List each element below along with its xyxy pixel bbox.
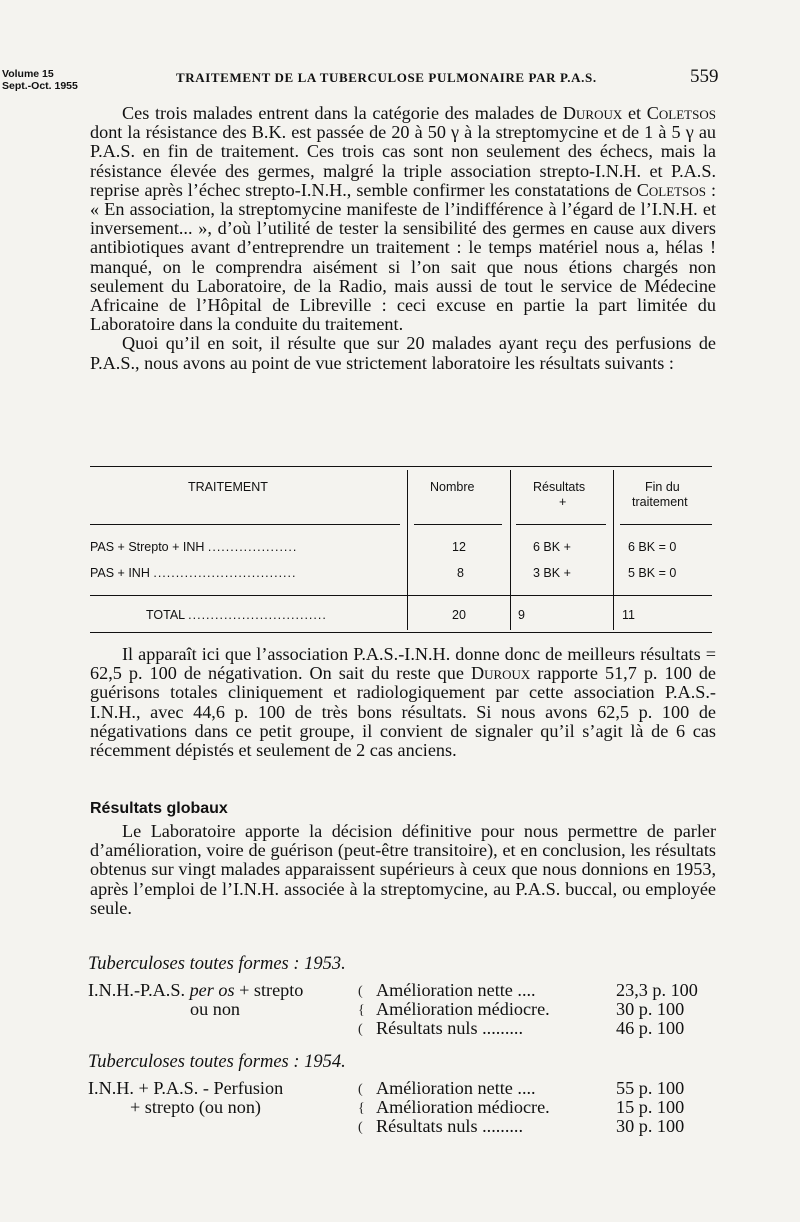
summary-1953-label-1: Amélioration nette .... <box>376 980 536 1000</box>
author-name: Duroux <box>470 663 531 684</box>
row-1-treatment: PAS + Strepto + INH .................... <box>90 540 298 554</box>
row-2-end: 5 BK = 0 <box>628 566 677 580</box>
header-treatment: TRAITEMENT <box>188 480 268 494</box>
volume-info <box>2 68 78 92</box>
summary-1953-treatment-2: ou non <box>190 999 241 1019</box>
summary-1954-label-2: Amélioration médiocre. <box>376 1097 550 1117</box>
brace-1953: ( { ( <box>358 984 365 1037</box>
summary-1953-heading: Tuberculoses toutes formes : 1953. <box>88 954 346 974</box>
summary-1954-value-2: 15 p. 100 <box>616 1097 685 1117</box>
total-label: TOTAL ............................... <box>146 608 327 622</box>
paragraph-3: Il apparaît ici que l’association P.A.S.-I.N.H. donne donc de meilleurs résultats = 62,5 p. 100 de négativation. On sait du reste que Duroux rapporte 51,7 p. 100 de guérisons totales cliniquement et radiologiquement par cette association P.A.S.-I.N.H., avec 44,6 p. 100 de très bons résultats. Si nous avons 62,5 p. 100 de négativations dans ce petit groupe, il convient de signaler qu’il s’agit là de 6 cas récemment dépistés et seulement de 2 cas anciens. <box>90 644 716 761</box>
paragraph-2: Quoi qu’il en soit, il résulte que sur 20 malades ayant reçu des perfusions de P.A.S., nous avons au point de vue strictement laboratoire les résultats suivants : <box>90 333 716 373</box>
header-results-sign: + <box>559 495 567 509</box>
row-1-results: 6 BK + <box>533 540 571 554</box>
row-1-end: 6 BK = 0 <box>628 540 677 554</box>
summary-1953-label-3: Résultats nuls ......... <box>376 1018 524 1038</box>
summary-1954-treatment: I.N.H. + P.A.S. - Perfusion <box>88 1078 284 1098</box>
paragraph-4: Le Laboratoire apporte la décision définitive pour nous permettre de parler d’amélioration, voire de guérison (peut-être transitoire), et en conclusion, les résultats obtenus sur vingt malades apparaissent supérieurs à ceux que nous donnions en 1953, après l’emploi de l’I.N.H. associée à la streptomycine, au P.A.S. buccal, ou employée seule. <box>90 821 716 918</box>
section-heading: Résultats globaux <box>90 800 228 817</box>
author-name: Coletsos <box>636 179 706 200</box>
summary-1953-treatment: I.N.H.-P.A.S. per os + strepto <box>88 980 304 1000</box>
row-2-results: 3 BK + <box>533 566 571 580</box>
total-count: 20 <box>452 608 466 622</box>
body-text-section <box>90 822 716 918</box>
header-count: Nombre <box>430 480 475 494</box>
running-title: TRAITEMENT DE LA TUBERCULOSE PULMONAIRE PAR P.A.S. <box>176 70 597 85</box>
summary-1953-value-2: 30 p. 100 <box>616 999 685 1019</box>
header-end: Fin du <box>645 480 680 494</box>
total-results: 9 <box>518 608 525 622</box>
summary-1954-label-1: Amélioration nette .... <box>376 1078 536 1098</box>
summary-1954-label-3: Résultats nuls ......... <box>376 1116 524 1136</box>
summary-1954-treatment-2: + strepto (ou non) <box>130 1097 261 1117</box>
row-2-treatment: PAS + INH ................................ <box>90 566 297 580</box>
header-end-2: traitement <box>632 495 688 509</box>
summary-1954-value-3: 30 p. 100 <box>616 1116 685 1136</box>
results-table <box>90 464 712 636</box>
author-name: Duroux <box>562 103 623 123</box>
brace-1954: ( { ( <box>358 1082 365 1135</box>
summary-1954-heading: Tuberculoses toutes formes : 1954. <box>88 1052 346 1072</box>
paragraph-1: Ces trois malades entrent dans la catégorie des malades de Duroux et Coletsos dont la résistance des B.K. est passée de 20 à 50 γ à la streptomycine et de 1 à 5 γ au P.A.S. en fin de traitement. Ces trois cas sont non seulement des échecs, mais la résistance élevée des germes, malgré la triple association strepto-I.N.H. et P.A.S. reprise après l’échec strepto-I.N.H., semble confirmer les constatations de Coletsos : « En association, la streptomycine manifeste de l’indifférence à l’égard de l’I.N.H. et inversement... », d’où l’utilité de tester la sensibilité des germes en cause aux divers antibiotiques avant d’entreprendre un traitement : le temps matériel nous a, hélas ! manqué, on le comprendra aisément si l’on sait que nous étions chargés non seulement du Laboratoire, de la Radio, mais aussi de tout le service de Médecine Africaine de l’Hôpital de Libreville : ceci excuse en partie la part limitée du Laboratoire dans la conduite du traitement. <box>90 103 716 335</box>
page-number: 559 <box>690 66 719 87</box>
author-name: Coletsos <box>646 103 716 123</box>
body-text-middle <box>90 645 716 760</box>
total-end: 11 <box>622 608 635 622</box>
body-text-top <box>90 104 716 373</box>
row-2-count: 8 <box>457 566 464 580</box>
issue-line: Sept.-Oct. 1955 <box>2 80 78 92</box>
summary-1954-value-1: 55 p. 100 <box>616 1078 685 1098</box>
summary-1953-value-3: 46 p. 100 <box>616 1018 685 1038</box>
volume-line: Volume 15 <box>2 68 54 80</box>
header-results: Résultats <box>533 480 586 494</box>
row-1-count: 12 <box>452 540 466 554</box>
summary-1953-value-1: 23,3 p. 100 <box>616 980 698 1000</box>
summary-1953-label-2: Amélioration médiocre. <box>376 999 550 1019</box>
